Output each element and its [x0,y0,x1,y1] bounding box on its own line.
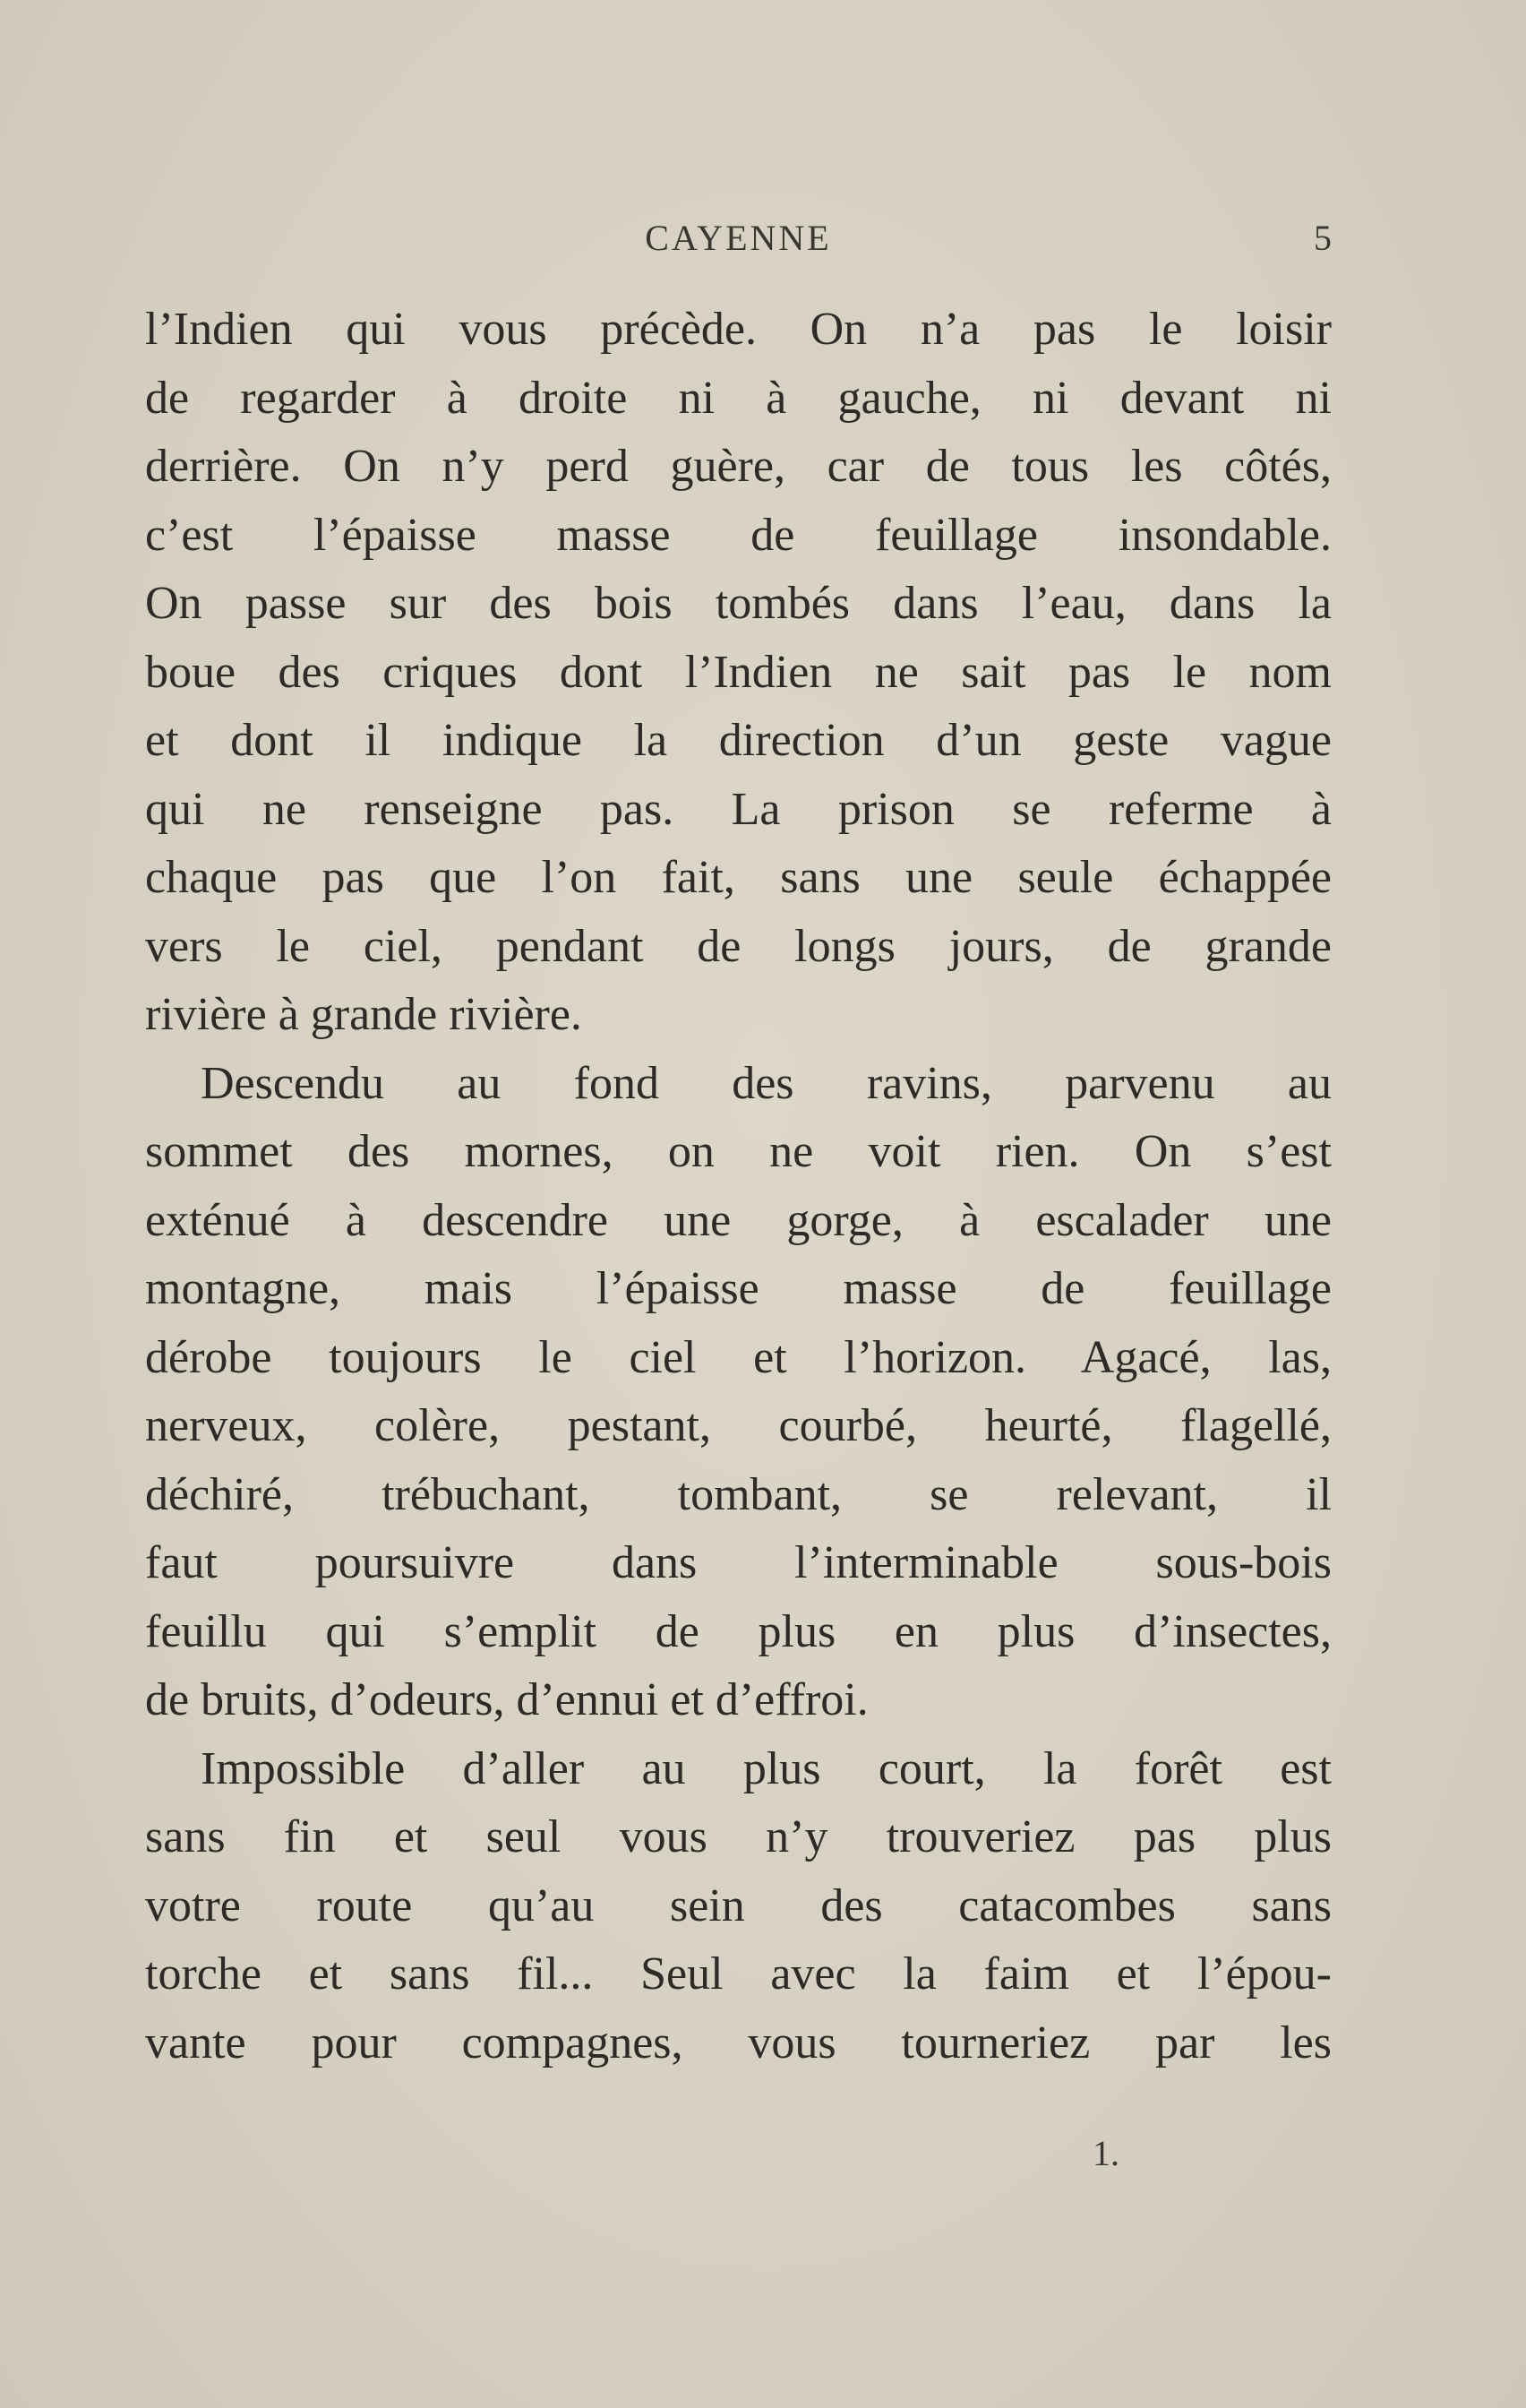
text-line: boue des criques dont l’Indien ne sait pas le nom [145,646,1332,698]
text-line: derrière. On n’y perd guère, car de tous les côtés, [145,441,1332,492]
body-text [145,296,1332,2077]
text-line: exténué à descendre une gorge, à escalader une [145,1194,1332,1246]
text-line: feuillu qui s’emplit de plus en plus d’insectes, [145,1605,1332,1657]
page-number: 5 [1314,218,1332,258]
text-line: nerveux, colère, pestant, courbé, heurté, flagellé, [145,1400,1332,1451]
text-line: torche et sans fil... Seul avec la faim et l’épou- [145,1948,1332,2000]
page-header [145,217,1332,263]
text-line: de bruits, d’odeurs, d’ennui et d’effroi. [145,1674,869,1725]
text-line: Impossible d’aller au plus court, la forêt est [201,1742,1332,1794]
text-line: c’est l’épaisse masse de feuillage insondable. [145,509,1332,561]
text-line: et dont il indique la direction d’un geste vague [145,715,1332,766]
text-line: montagne, mais l’épaisse masse de feuillage [145,1263,1332,1314]
text-line: sans fin et seul vous n’y trouveriez pas plus [145,1811,1332,1862]
text-line: rivière à grande rivière. [145,989,582,1040]
text-line: chaque pas que l’on fait, sans une seule échappée [145,852,1332,903]
text-line: qui ne renseigne pas. La prison se referme à [145,783,1332,835]
text-line: sommet des mornes, on ne voit rien. On s’est [145,1126,1332,1177]
text-line: vers le ciel, pendant de longs jours, de grande [145,920,1332,972]
text-line: On passe sur des bois tombés dans l’eau, dans la [145,578,1332,629]
running-title: CAYENNE [645,218,832,258]
text-line: l’Indien qui vous précède. On n’a pas le loisir [145,304,1332,355]
text-line: vante pour compagnes, vous tourneriez par les [145,2017,1332,2068]
text-line: dérobe toujours le ciel et l’horizon. Agacé, las, [145,1331,1332,1383]
text-line: déchiré, trébuchant, tombant, se relevant, il [145,1468,1332,1520]
text-line: faut poursuivre dans l’interminable sous-bois [145,1537,1332,1588]
text-line: Descendu au fond des ravins, parvenu au [201,1057,1332,1109]
text-line: votre route qu’au sein des catacombes sans [145,1879,1332,1931]
text-line: de regarder à droite ni à gauche, ni devant ni [145,372,1332,424]
signature-mark: 1. [1093,2133,1119,2173]
